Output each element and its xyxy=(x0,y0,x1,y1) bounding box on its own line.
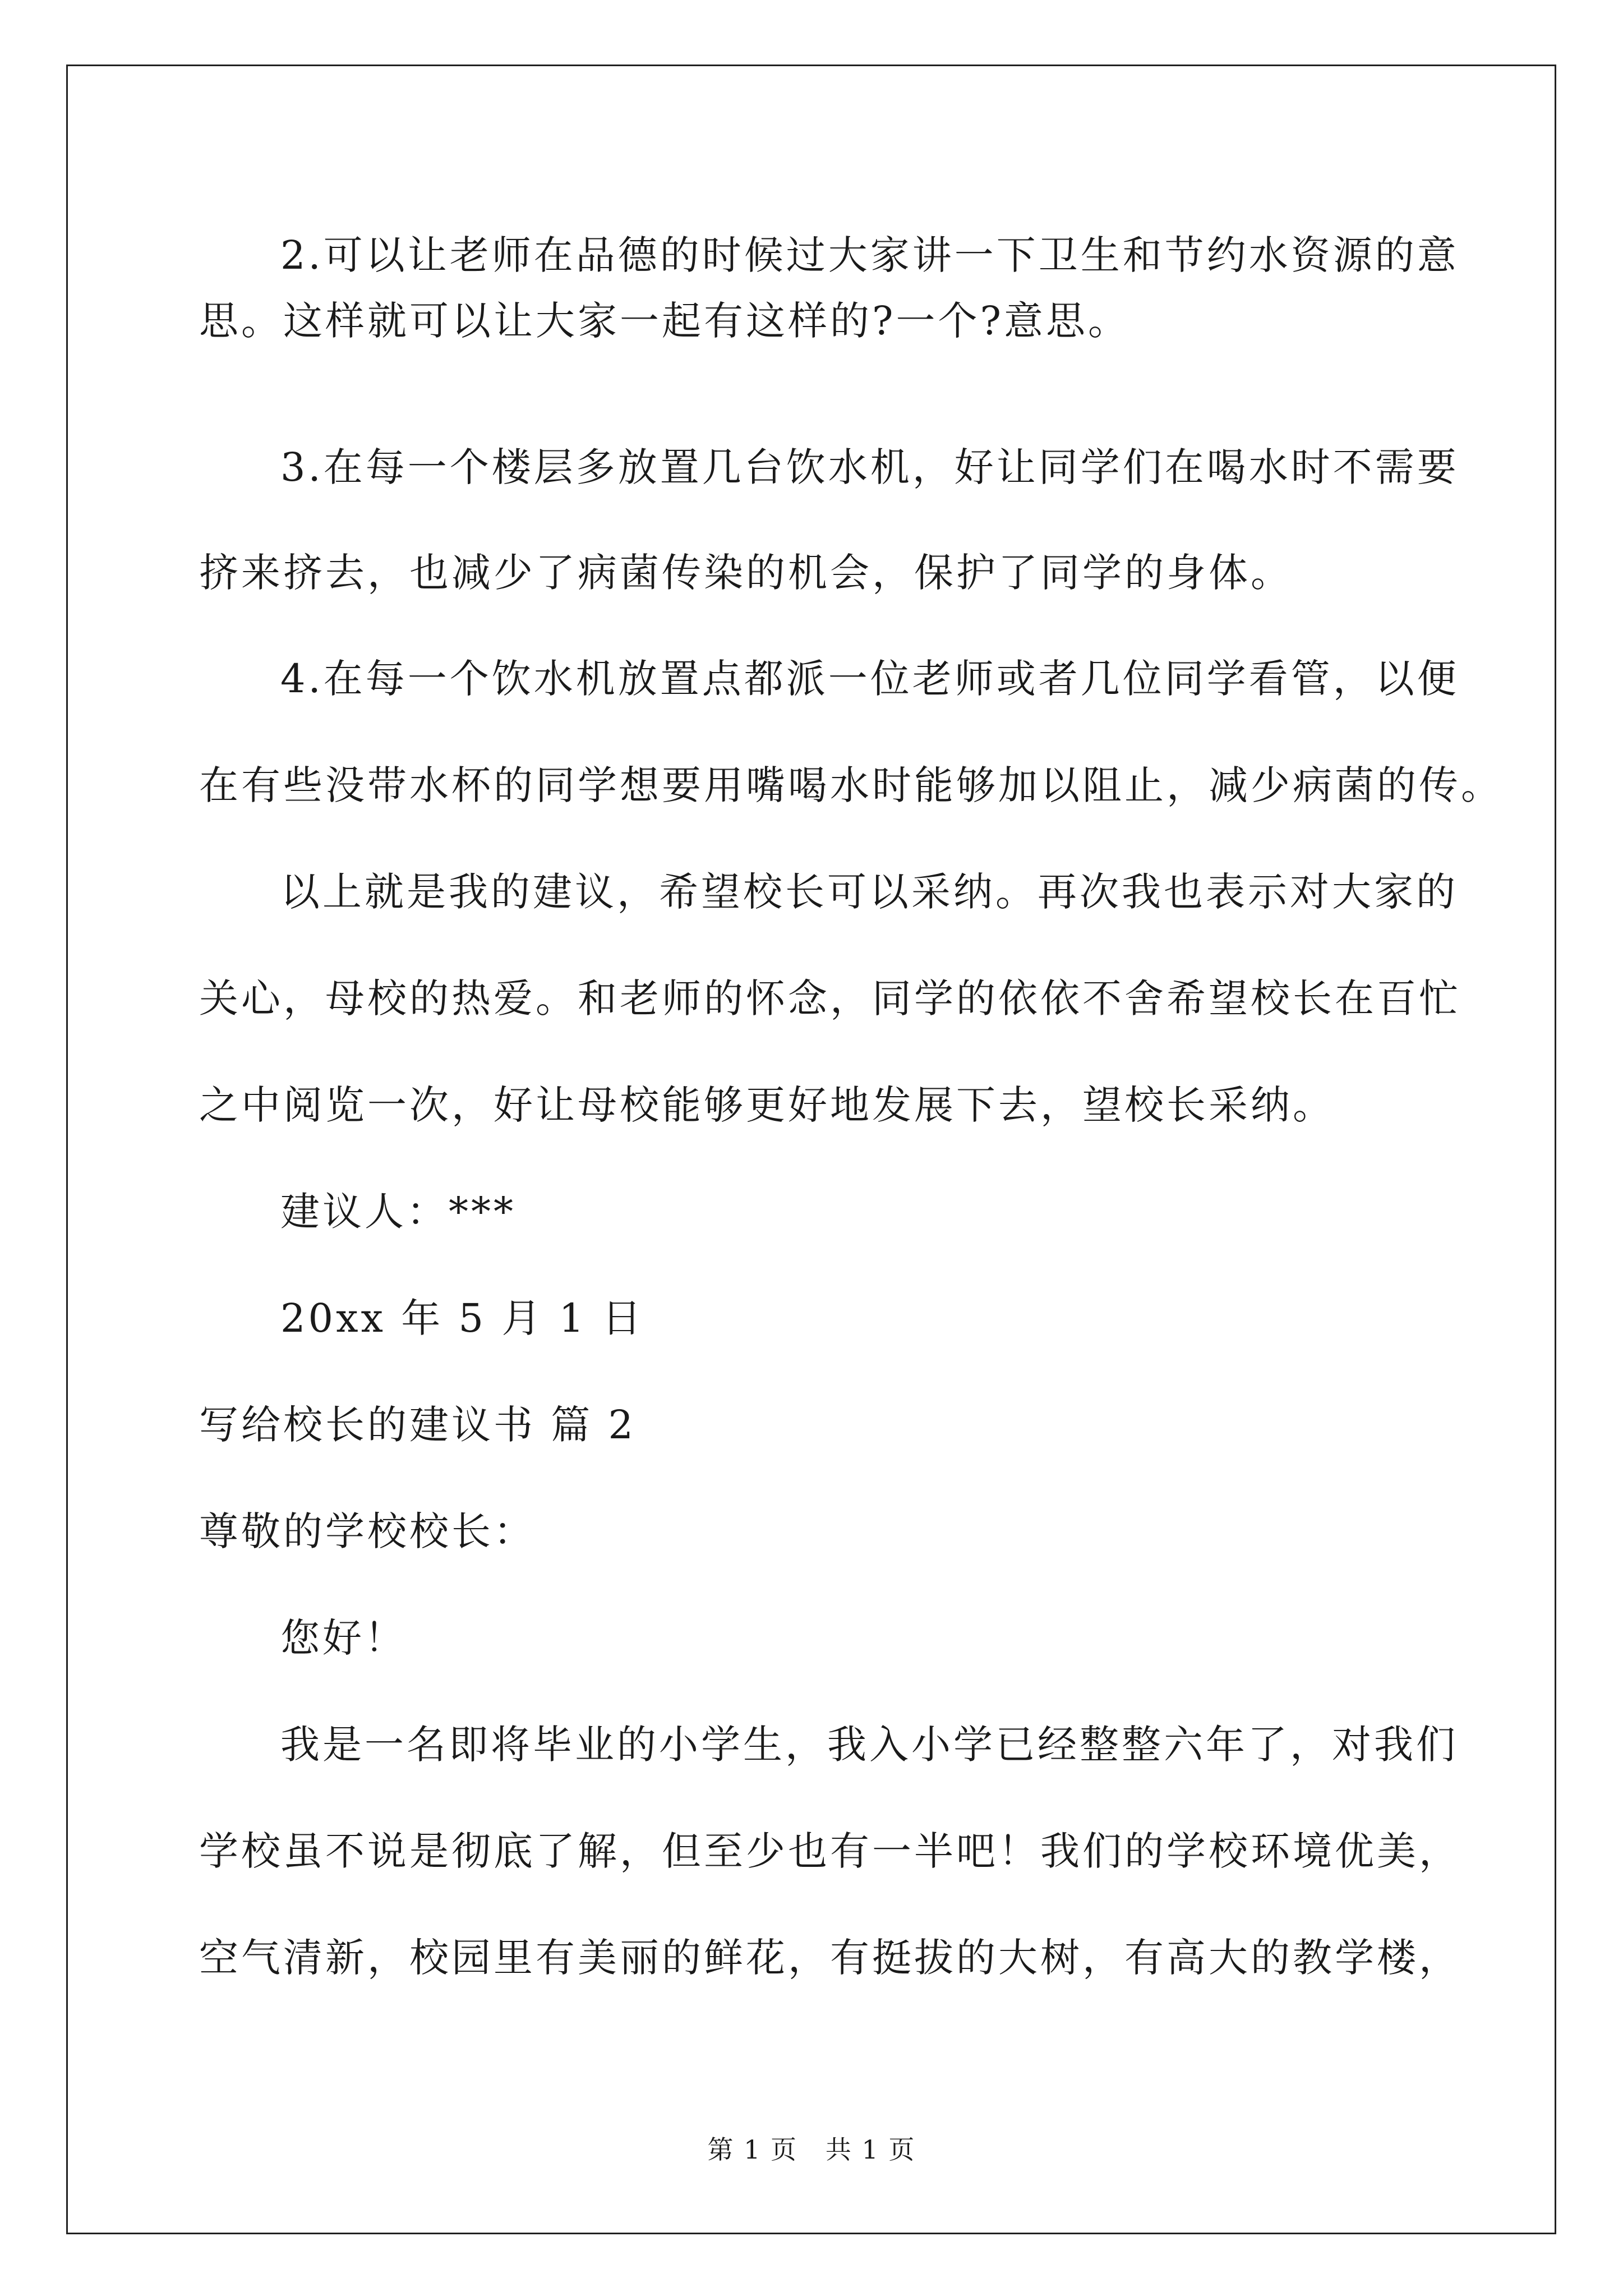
paragraph-line: 关心，母校的热爱。和老师的怀念，同学的依依不舍希望校长在百忙 xyxy=(199,976,1461,1022)
signature-author: 建议人：*** xyxy=(280,1189,516,1235)
greeting: 您好！ xyxy=(280,1615,407,1661)
paragraph-line: 之中阅览一次，好让母校能够更好地发展下去，望校长采纳。 xyxy=(199,1082,1335,1128)
paragraph-line: 挤来挤去，也减少了病菌传染的机会，保护了同学的身体。 xyxy=(199,550,1293,596)
paragraph-line: 2.可以让老师在品德的时候过大家讲一下卫生和节约水资源的意 xyxy=(280,232,1459,278)
paragraph-line: 3.在每一个楼层多放置几台饮水机，好让同学们在喝水时不需要 xyxy=(280,444,1459,490)
page-footer: 第 1 页 共 1 页 xyxy=(707,2134,916,2165)
salutation: 尊敬的学校校长： xyxy=(199,1508,536,1554)
paragraph-line: 4.在每一个饮水机放置点都派一位老师或者几位同学看管，以便 xyxy=(280,656,1459,702)
paragraph-line: 思。这样就可以让大家一起有这样的?一个?意思。 xyxy=(199,298,1131,344)
paragraph-line: 我是一名即将毕业的小学生，我入小学已经整整六年了，对我们 xyxy=(280,1722,1458,1768)
paragraph-line: 在有些没带水杯的同学想要用嘴喝水时能够加以阻止，减少病菌的传。 xyxy=(199,762,1503,808)
paragraph-line: 空气清新，校园里有美丽的鲜花，有挺拔的大树，有高大的教学楼， xyxy=(199,1935,1461,1981)
paragraph-line: 以上就是我的建议，希望校长可以采纳。再次我也表示对大家的 xyxy=(280,869,1458,915)
paragraph-line: 学校虽不说是彻底了解，但至少也有一半吧！我们的学校环境优美， xyxy=(199,1828,1461,1874)
signature-date: 20xx 年 5 月 1 日 xyxy=(280,1295,644,1341)
section-heading: 写给校长的建议书 篇 2 xyxy=(199,1402,637,1448)
page-border xyxy=(66,65,1556,2234)
